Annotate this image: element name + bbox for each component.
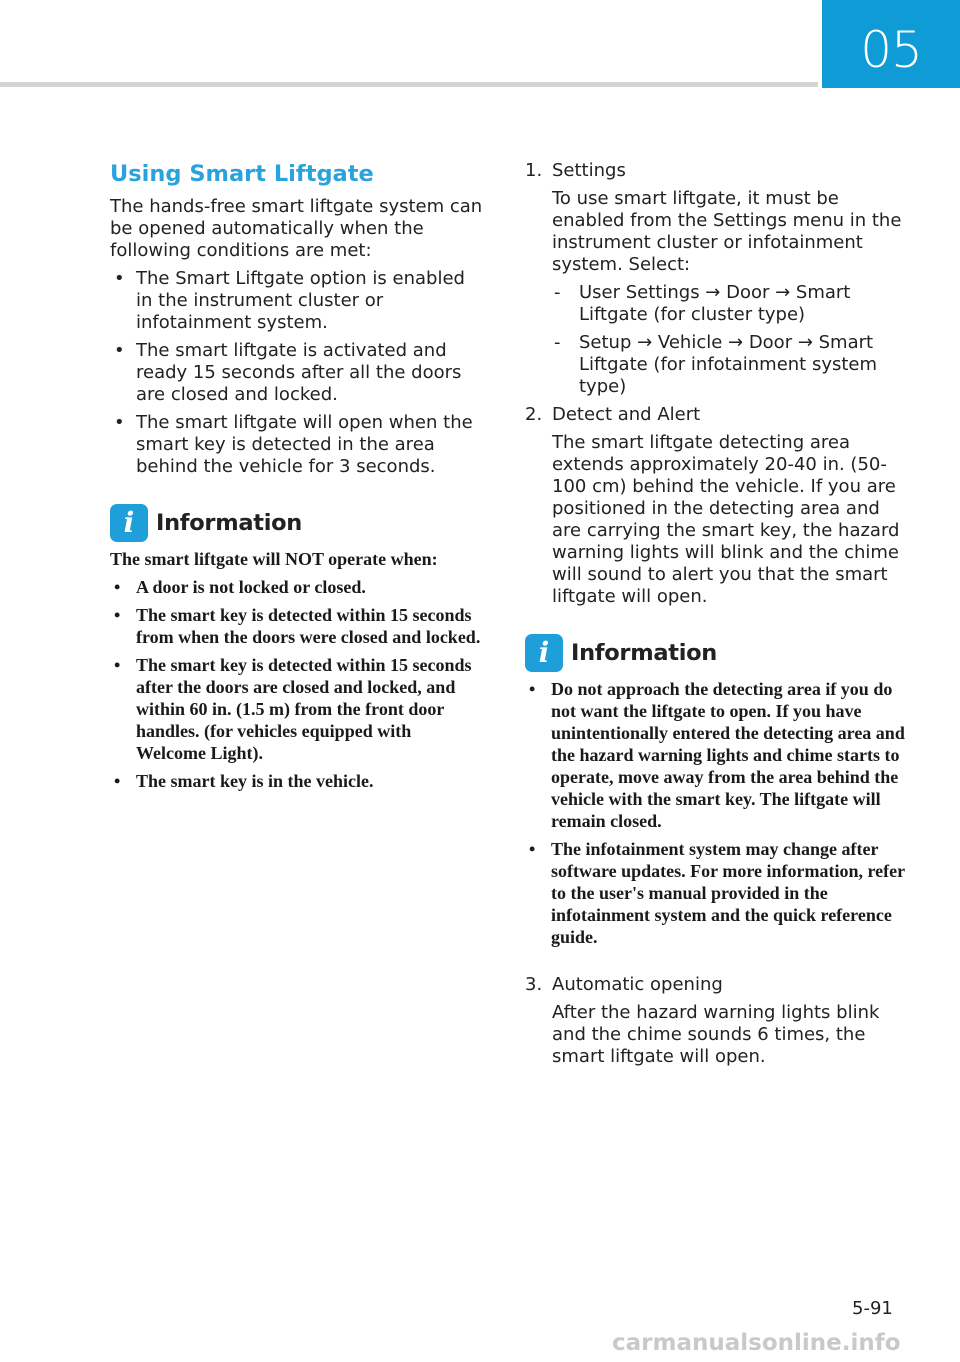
list-item: • The smart liftgate is activated and ready 15 seconds after all the doors are closed and locked. [110,340,485,406]
information-icon: i [525,634,563,672]
list-item: • The Smart Liftgate option is enabled in the instrument cluster or infotainment system. [110,268,485,334]
information-list [110,576,485,792]
left-column [110,158,485,798]
information-box [110,548,485,792]
list-item: • The smart key is detected within 15 seconds from when the doors were closed and locked. [110,604,485,648]
step-number: 3. [525,974,543,995]
steps-list [525,160,905,608]
list-item: • The infotainment system may change after software updates. For more information, refer to the user's manual provided in the infotainment system and the quick reference guide. [525,838,905,948]
chapter-number: 05 [822,0,960,88]
information-icon: i [110,504,148,542]
information-heading [525,634,905,672]
list-item: • The smart key is detected within 15 seconds after the doors are closed and locked, and within 60 in. (1.5 m) from the front door handles. (for vehicles equipped with Welcome Light). [110,654,485,764]
conditions-list [110,268,485,478]
menu-path-list [552,282,905,398]
information-list [525,678,905,948]
intro-paragraph: The hands-free smart liftgate system can be opened automatically when the following conditions are met: [110,196,483,261]
step-settings [525,160,905,398]
step-detect-alert [525,404,905,608]
step-body: The smart liftgate detecting area extends approximately 20-40 in. (50-100 cm) behind the vehicle. If you are positioned in the detecting area and are carrying the smart key, the hazard warning lights will blink and the chime will sound to alert you that the smart liftgate will open. [552,432,900,607]
step-number: 1. [525,160,543,181]
section-title: Using Smart Liftgate [110,161,374,187]
right-column [525,160,905,1074]
list-item: • The smart liftgate will open when the smart key is detected in the area behind the vehicle for 3 seconds. [110,412,485,478]
information-box [525,678,905,948]
menu-path-item: - Setup → Vehicle → Door → Smart Liftgate (for infotainment system type) [552,332,905,398]
list-item: • The smart key is in the vehicle. [110,770,485,792]
information-heading [110,504,485,542]
step-body: After the hazard warning lights blink and the chime sounds 6 times, the smart liftgate will open. [552,1002,880,1067]
list-item: • Do not approach the detecting area if you do not want the liftgate to open. If you have unintentionally entered the detecting area and the hazard warning lights and chime starts to operate, move away from the area behind the vehicle with the smart key. The liftgate will remain closed. [525,678,905,832]
header-rule [0,82,818,87]
information-title: Information [156,510,303,536]
step-body: To use smart liftgate, it must be enabled from the Settings menu in the instrument cluster or infotainment system. Select: [552,188,902,275]
step-title: Detect and Alert [552,404,701,425]
step-number: 2. [525,404,543,425]
page-number: 5-91 [852,1298,893,1319]
information-title: Information [571,640,718,666]
step-automatic-opening [525,974,905,1068]
menu-path-item: - User Settings → Door → Smart Liftgate (for cluster type) [552,282,905,326]
step-title: Automatic opening [552,974,723,995]
watermark: carmanualsonline.info [612,1330,901,1356]
information-lead: The smart liftgate will NOT operate when: [110,549,438,569]
list-item: • A door is not locked or closed. [110,576,485,598]
step-title: Settings [552,160,626,181]
